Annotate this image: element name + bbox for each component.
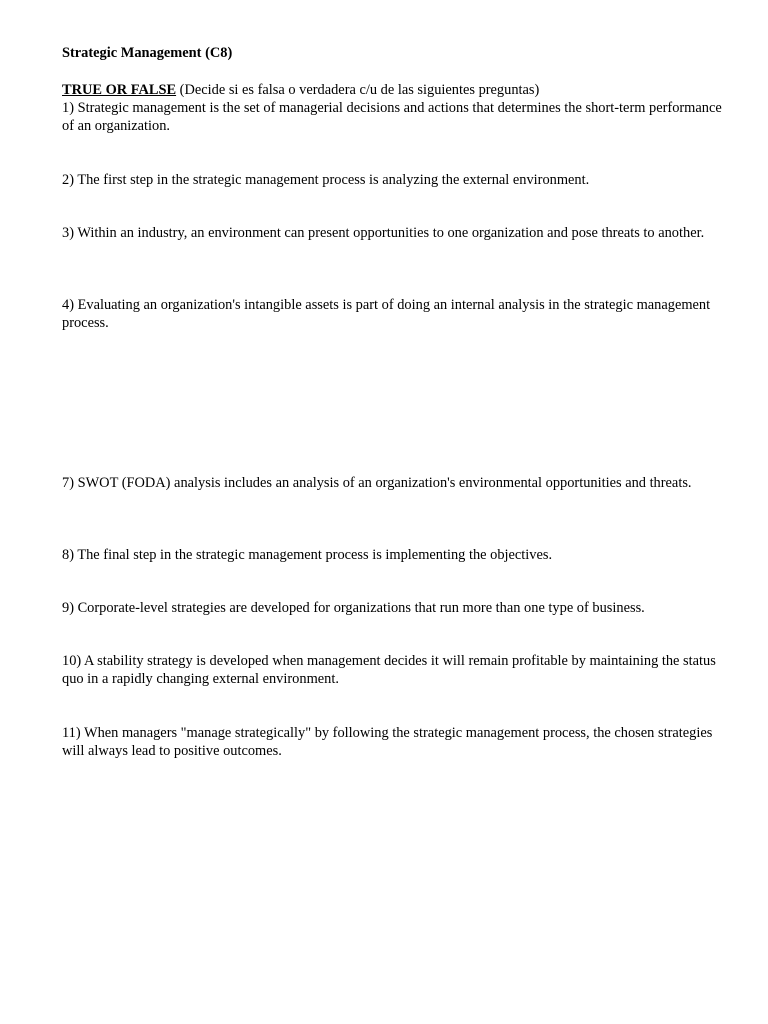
document-page	[62, 44, 722, 759]
question-7: 7) SWOT (FODA) analysis includes an analysis of an organization's environmental opportunities and threats.	[62, 475, 692, 491]
question-4: 4) Evaluating an organization's intangible assets is part of doing an internal analysis in the strategic management process.	[62, 297, 711, 331]
document-title: Strategic Management (C8)	[62, 45, 233, 61]
question-3: 3) Within an industry, an environment can present opportunities to one organization and pose threats to another.	[62, 225, 705, 241]
question-8: 8) The final step in the strategic management process is implementing the objectives.	[62, 547, 553, 563]
question-2: 2) The first step in the strategic management process is analyzing the external environment.	[62, 172, 590, 188]
question-1: 1) Strategic management is the set of managerial decisions and actions that determines the short-term performance of an organization.	[62, 100, 722, 134]
section-instructions: (Decide si es falsa o verdadera c/u de las siguientes preguntas)	[176, 82, 540, 98]
question-9: 9) Corporate-level strategies are developed for organizations that run more than one type of business.	[62, 600, 645, 616]
question-11: 11) When managers "manage strategically" by following the strategic management process, the chosen strategies will always lead to positive outcomes.	[62, 725, 713, 759]
question-10: 10) A stability strategy is developed when management decides it will remain profitable by maintaining the status quo in a rapidly changing external environment.	[62, 653, 716, 687]
section-label: TRUE OR FALSE	[62, 82, 177, 98]
section-header	[62, 81, 722, 99]
